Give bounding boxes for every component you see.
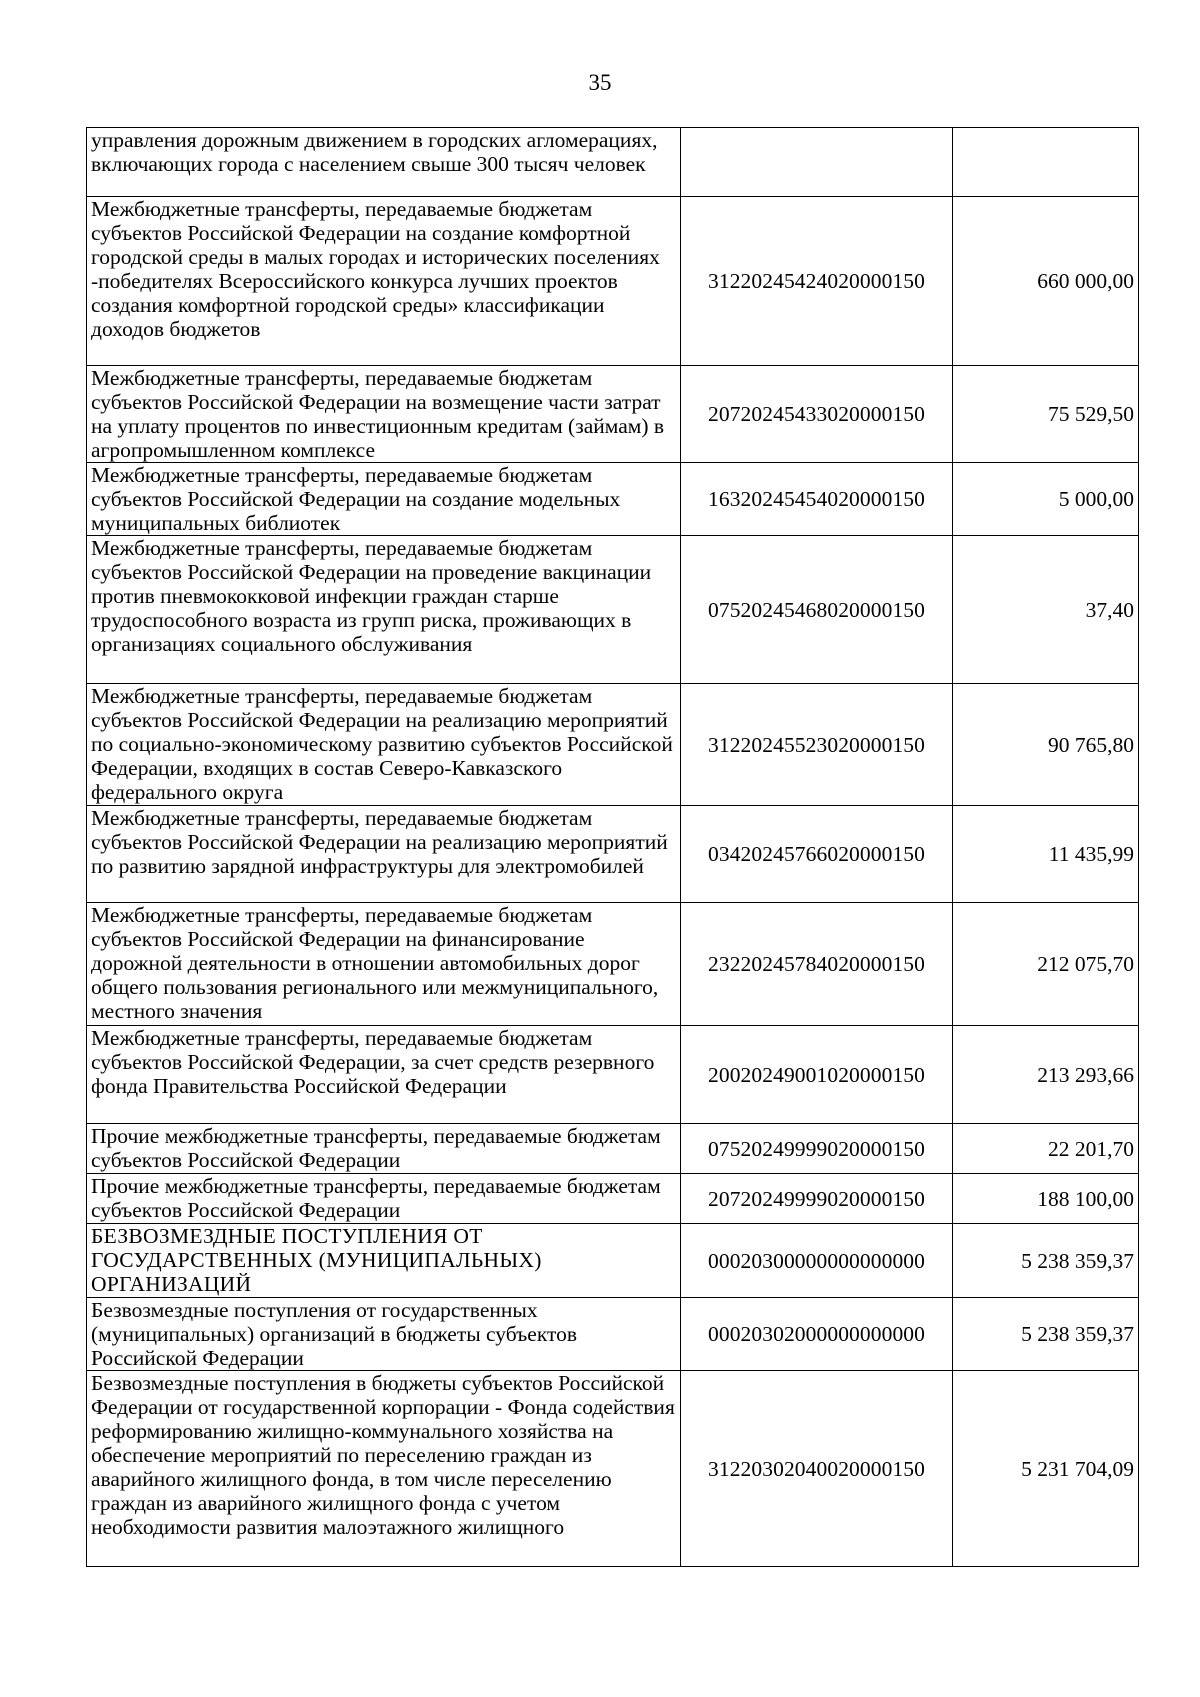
table-row <box>87 684 1139 806</box>
row-sum-cell: 37,40 <box>953 536 1139 684</box>
table-row <box>87 1174 1139 1224</box>
row-code-cell <box>681 128 953 197</box>
row-code-cell: 20720249999020000150 <box>681 1174 953 1224</box>
table-row <box>87 536 1139 684</box>
table-row <box>87 128 1139 197</box>
row-sum-cell: 5 000,00 <box>953 463 1139 536</box>
row-code-cell: 31220245523020000150 <box>681 684 953 806</box>
row-name-cell: Межбюджетные трансферты, передаваемые бюджетам субъектов Российской Федерации на проведение вакцинации против пневмококковой инфекции граждан старше трудоспособного возраста из групп риска, проживающих в организациях социального обслуживания <box>87 536 681 684</box>
row-code-cell: 07520249999020000150 <box>681 1124 953 1174</box>
row-name-cell: Межбюджетные трансферты, передаваемые бюджетам субъектов Российской Федерации, за счет средств резервного фонда Правительства Российской Федерации <box>87 1026 681 1124</box>
row-name-cell: Безвозмездные поступления в бюджеты субъектов Российской Федерации от государственной корпорации - Фонда содействия реформированию жилищно-коммунального хозяйства на обеспечение мероприятий по переселению граждан из аварийного жилищного фонда, в том числе переселению граждан из аварийного жилищного фонда с учетом необходимости развития малоэтажного жилищного <box>87 1371 681 1567</box>
table-row <box>87 1124 1139 1174</box>
row-code-cell: 20720245433020000150 <box>681 366 953 463</box>
row-code-cell: 31220245424020000150 <box>681 197 953 366</box>
row-name-cell: управления дорожным движением в городских агломерациях, включающих города с населением свыше 300 тысяч человек <box>87 128 681 197</box>
revenue-table-body <box>87 128 1139 1567</box>
row-sum-cell: 212 075,70 <box>953 903 1139 1026</box>
row-code-cell: 00020300000000000000 <box>681 1224 953 1298</box>
table-row <box>87 903 1139 1026</box>
row-code-cell: 00020302000000000000 <box>681 1298 953 1371</box>
revenue-table <box>86 127 1139 1567</box>
page-number: 35 <box>588 70 612 95</box>
row-name-cell: БЕЗВОЗМЕЗДНЫЕ ПОСТУПЛЕНИЯ ОТ ГОСУДАРСТВЕННЫХ (МУНИЦИПАЛЬНЫХ) ОРГАНИЗАЦИЙ <box>87 1224 681 1298</box>
row-sum-cell: 5 238 359,37 <box>953 1224 1139 1298</box>
row-sum-cell: 188 100,00 <box>953 1174 1139 1224</box>
row-sum-cell: 660 000,00 <box>953 197 1139 366</box>
row-sum-cell: 213 293,66 <box>953 1026 1139 1124</box>
table-row <box>87 463 1139 536</box>
row-name-cell: Межбюджетные трансферты, передаваемые бюджетам субъектов Российской Федерации на создание модельных муниципальных библиотек <box>87 463 681 536</box>
row-name-cell: Прочие межбюджетные трансферты, передаваемые бюджетам субъектов Российской Федерации <box>87 1174 681 1224</box>
row-name-cell: Межбюджетные трансферты, передаваемые бюджетам субъектов Российской Федерации на реализацию мероприятий по социально-экономическому развитию субъектов Российской Федерации, входящих в состав Северо-Кавказского федерального округа <box>87 684 681 806</box>
row-sum-cell <box>953 128 1139 197</box>
row-code-cell: 07520245468020000150 <box>681 536 953 684</box>
row-code-cell: 16320245454020000150 <box>681 463 953 536</box>
row-code-cell: 23220245784020000150 <box>681 903 953 1026</box>
row-sum-cell: 5 238 359,37 <box>953 1298 1139 1371</box>
row-sum-cell: 5 231 704,09 <box>953 1371 1139 1567</box>
table-row <box>87 1298 1139 1371</box>
row-name-cell: Безвозмездные поступления от государственных (муниципальных) организаций в бюджеты субъектов Российской Федерации <box>87 1298 681 1371</box>
row-name-cell: Межбюджетные трансферты, передаваемые бюджетам субъектов Российской Федерации на возмещение части затрат на уплату процентов по инвестиционным кредитам (займам) в агропромышленном комплексе <box>87 366 681 463</box>
table-row <box>87 1371 1139 1567</box>
row-code-cell: 31220302040020000150 <box>681 1371 953 1567</box>
row-sum-cell: 22 201,70 <box>953 1124 1139 1174</box>
row-name-cell: Межбюджетные трансферты, передаваемые бюджетам субъектов Российской Федерации на реализацию мероприятий по развитию зарядной инфраструктуры для электромобилей <box>87 806 681 903</box>
row-sum-cell: 11 435,99 <box>953 806 1139 903</box>
row-code-cell: 03420245766020000150 <box>681 806 953 903</box>
row-name-cell: Прочие межбюджетные трансферты, передаваемые бюджетам субъектов Российской Федерации <box>87 1124 681 1174</box>
table-row <box>87 1026 1139 1124</box>
row-sum-cell: 75 529,50 <box>953 366 1139 463</box>
row-code-cell: 20020249001020000150 <box>681 1026 953 1124</box>
row-name-cell: Межбюджетные трансферты, передаваемые бюджетам субъектов Российской Федерации на создание комфортной городской среды в малых городах и исторических поселениях -победителях Всероссийского конкурса лучших проектов создания комфортной городской среды» классификации доходов бюджетов <box>87 197 681 366</box>
row-sum-cell: 90 765,80 <box>953 684 1139 806</box>
table-row <box>87 1224 1139 1298</box>
table-row <box>87 197 1139 366</box>
row-name-cell: Межбюджетные трансферты, передаваемые бюджетам субъектов Российской Федерации на финансирование дорожной деятельности в отношении автомобильных дорог общего пользования регионального или межмуниципального, местного значения <box>87 903 681 1026</box>
table-row <box>87 366 1139 463</box>
table-row <box>87 806 1139 903</box>
